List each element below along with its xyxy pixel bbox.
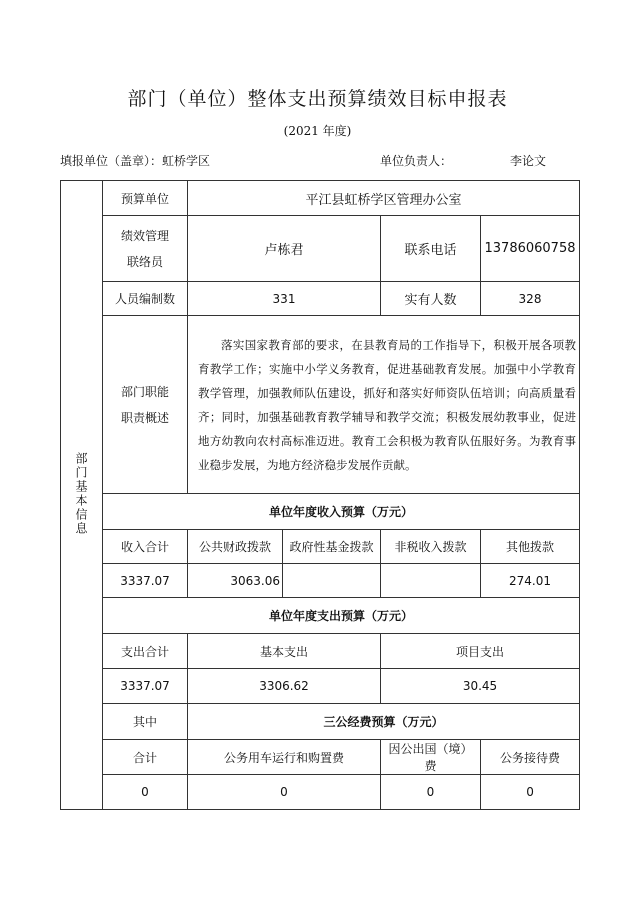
three-public-value: 0: [381, 775, 481, 810]
income-header: 收入合计: [103, 530, 188, 564]
table-row: [61, 775, 580, 810]
expense-value: 3337.07: [103, 669, 188, 704]
expense-value: 30.45: [381, 669, 580, 704]
actual-staff-value: 328: [481, 282, 580, 316]
table-row: [61, 494, 580, 530]
income-section-title: 单位年度收入预算（万元）: [103, 494, 580, 530]
filing-unit-label: 填报单位（盖章）：: [60, 154, 163, 168]
table-row: [61, 282, 580, 316]
three-public-header: 公务用车运行和购置费: [188, 740, 381, 775]
table-row: [61, 740, 580, 775]
staff-quota-value: 331: [188, 282, 381, 316]
contact-label: [103, 216, 188, 282]
side-label-cell: [61, 181, 103, 810]
phone-label: 联系电话: [381, 216, 481, 282]
income-value: [381, 564, 481, 598]
contact-value: 卢栋君: [188, 216, 381, 282]
table-row: [61, 669, 580, 704]
three-public-header: 合计: [103, 740, 188, 775]
table-row: [61, 704, 580, 740]
table-row: [61, 634, 580, 669]
duty-label-line2: 职责概述: [120, 410, 169, 425]
income-value: 3337.07: [103, 564, 188, 598]
expense-section-title: 单位年度支出预算（万元）: [103, 598, 580, 634]
three-public-section-title: 三公经费预算（万元）: [188, 704, 580, 740]
table-row: [61, 181, 580, 216]
report-year: (2021 年度): [283, 124, 352, 138]
filing-unit-value: 虹桥学区: [162, 154, 211, 168]
phone-value: 13786060758: [481, 216, 580, 282]
contact-label-line2: 联络员: [126, 254, 163, 269]
three-public-value: 0: [103, 775, 188, 810]
staff-quota-label: 人员编制数: [103, 282, 188, 316]
three-public-value: 0: [481, 775, 580, 810]
duty-label: [103, 316, 188, 494]
income-value: 274.01: [481, 564, 580, 598]
filing-unit: [60, 152, 210, 169]
actual-staff-label: 实有人数: [381, 282, 481, 316]
income-header: 公共财政拨款: [188, 530, 283, 564]
page-title: 部门（单位）整体支出预算绩效目标申报表: [127, 88, 508, 110]
responsible-label: 单位负责人：: [380, 154, 453, 168]
contact-label-line1: 绩效管理: [120, 228, 169, 243]
expense-header: 项目支出: [381, 634, 580, 669]
table-row: [61, 216, 580, 282]
responsible-value: 李论文: [510, 154, 547, 168]
table-row: [61, 530, 580, 564]
budget-unit-label: 预算单位: [103, 181, 188, 216]
income-header: 其他拨款: [481, 530, 580, 564]
table-row: [61, 564, 580, 598]
table-row: [61, 598, 580, 634]
three-public-header: 公务接待费: [481, 740, 580, 775]
income-header: 非税收入拨款: [381, 530, 481, 564]
income-header: 政府性基金拨款: [283, 530, 381, 564]
duty-label-line1: 部门职能: [120, 384, 169, 399]
expense-header: 基本支出: [188, 634, 381, 669]
budget-form-table: [60, 180, 580, 810]
side-label: 部门基本信息: [74, 451, 88, 536]
three-public-value: 0: [188, 775, 381, 810]
expense-header: 支出合计: [103, 634, 188, 669]
table-row: [61, 316, 580, 494]
budget-unit-value: 平江县虹桥学区管理办公室: [188, 181, 580, 216]
expense-value: 3306.62: [188, 669, 381, 704]
income-value: [283, 564, 381, 598]
three-public-label: 其中: [103, 704, 188, 740]
income-value: 3063.06: [188, 564, 283, 598]
duty-description: 落实国家教育部的要求，在县教育局的工作指导下，积极开展各项教育教学工作；实施中小学义务教育，促进基础教育发展。加强中小学教育教学管理，加强教师队伍建设，抓好和落实好师资队伍培训；向高质量看齐；同时，加强基础教育教学辅导和教学交流；积极发展幼教事业，促进地方幼教向农村高标准迈进。教育工会积极为教育队伍服好务。为教育事业稳步发展，为地方经济稳步发展作贡献。: [188, 316, 580, 494]
three-public-header: 因公出国（境）费: [381, 740, 481, 775]
